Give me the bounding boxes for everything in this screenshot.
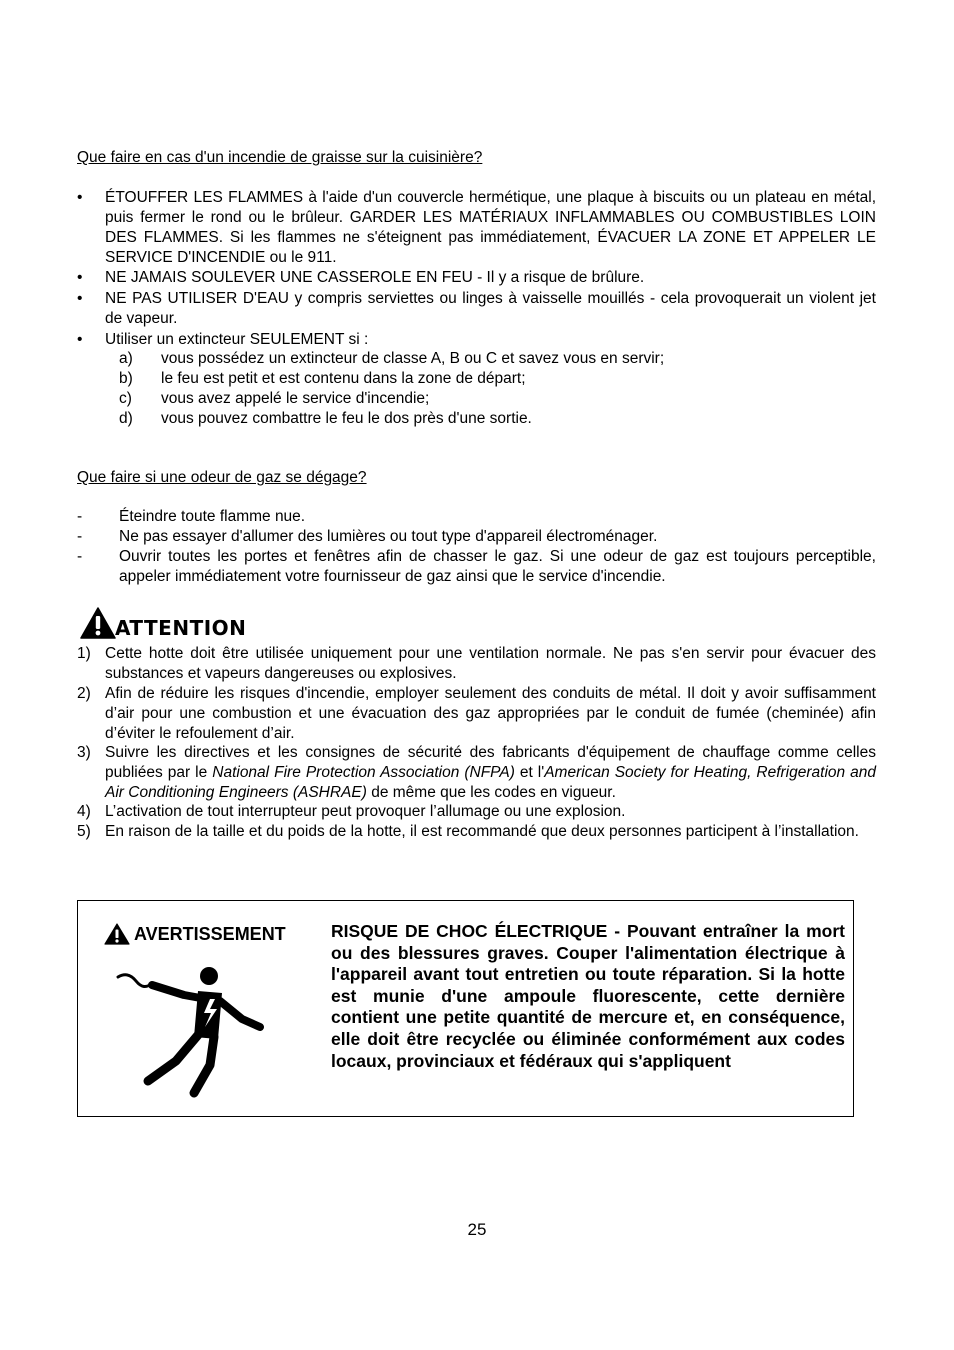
- bullet-marker: •: [77, 189, 83, 206]
- sub-item-letter: a): [119, 350, 133, 367]
- sub-item-letter: b): [119, 370, 133, 387]
- warning-label-row: [104, 923, 286, 945]
- gas-item-1: Éteindre toute flamme nue.: [119, 508, 306, 525]
- attention-num: 2): [77, 685, 91, 702]
- attention-item-3-part-a: Suivre les directives et les consignes de sécurité des fabricants d'équipement de chauffage comme celles publiées par le: [105, 744, 876, 781]
- gas-item-3: Ouvrir toutes les portes et fenêtres afin de chasser le gaz. Si une odeur de gaz est toujours perceptible, appeler immédiatement votre fournisseur de gaz ainsi que le service d'incendie.: [119, 548, 876, 585]
- sub-item-text: vous avez appelé le service d'incendie;: [161, 390, 430, 407]
- dash-marker: -: [77, 548, 83, 565]
- attention-item-3: [105, 743, 876, 803]
- gas-item-2: Ne pas essayer d'allumer des lumières ou tout type d'appareil électroménager.: [119, 528, 658, 545]
- attention-item-4: L’activation de tout interrupteur peut provoquer l’allumage ou une explosion.: [105, 803, 626, 820]
- warning-text: RISQUE DE CHOC ÉLECTRIQUE - Pouvant entraîner la mort ou des blessures graves. Couper l'alimentation électrique à l'appareil avant tout entretien ou toute réparation. Si la hotte est munie d'une ampoule fluorescente, cette dernière contient une petite quantité de mercure et, en conséquence, elle doit être recyclée ou éliminée conformément aux codes locaux, provinciaux et fédéraux qui s'appliquent: [331, 921, 845, 1071]
- warning-triangle-icon: [104, 923, 130, 945]
- attention-item-3-part-c: et l': [514, 764, 545, 781]
- page-number: 25: [467, 1220, 487, 1239]
- bullet-marker: •: [77, 269, 83, 286]
- warning-label: AVERTISSEMENT: [134, 924, 286, 944]
- sub-item-letter: d): [119, 410, 133, 427]
- attention-title: ATTENTION: [115, 616, 247, 640]
- gas-heading: Que faire si une odeur de gaz se dégage?: [77, 469, 367, 486]
- attention-item-5: En raison de la taille et du poids de la hotte, il est recommandé que deux personnes participent à l’installation.: [105, 823, 859, 840]
- fire-bullet-1: ÉTOUFFER LES FLAMMES à l'aide d'un couvercle hermétique, une plaque à biscuits ou un plateau en métal, puis fermer le rond ou le brûleur. GARDER LES MATÉRIAUX INFLAMMABLES OU COMBUSTIBLES LOIN DES FLAMMES. Si les flammes ne s'éteignent pas immédiatement, ÉVACUER LA ZONE ET APPELER LE SERVICE D'INCENDIE ou le 911.: [105, 189, 876, 266]
- attention-item-3-ashrae: American Society for Heating, Refrigeration and Air Conditioning Engineers (ASHRAE): [105, 764, 876, 801]
- sub-item-text: vous pouvez combattre le feu le dos près d'une sortie.: [161, 410, 532, 427]
- electric-shock-icon: [114, 961, 284, 1101]
- attention-item-3-part-e: de même que les codes en vigueur.: [366, 784, 616, 801]
- attention-num: 3): [77, 744, 91, 761]
- attention-header: [80, 605, 246, 639]
- warning-box: [77, 900, 854, 1117]
- fire-bullet-3: NE PAS UTILISER D'EAU y compris serviettes ou linges à vaisselle mouillés - cela provoquerait un violent jet de vapeur.: [105, 290, 876, 327]
- fire-bullet-4: Utiliser un extincteur SEULEMENT si :: [105, 331, 369, 348]
- bullet-marker: •: [77, 331, 83, 348]
- attention-num: 1): [77, 645, 91, 662]
- attention-item-3-nfpa: National Fire Protection Association (NFPA): [212, 764, 515, 781]
- bullet-marker: •: [77, 290, 83, 307]
- attention-item-1: Cette hotte doit être utilisée uniquement pour une ventilation normale. Ne pas s'en servir pour évacuer des substances et vapeurs dangereuses ou explosives.: [105, 645, 876, 682]
- fire-heading: Que faire en cas d'un incendie de graisse sur la cuisinière?: [77, 149, 483, 166]
- sub-item-text: vous possédez un extincteur de classe A, B ou C et savez vous en servir;: [161, 350, 665, 367]
- attention-num: 5): [77, 823, 91, 840]
- attention-num: 4): [77, 803, 91, 820]
- dash-marker: -: [77, 508, 83, 525]
- attention-item-2: Afin de réduire les risques d'incendie, employer seulement des conduits de métal. Il doit y avoir suffisamment d’air pour une combustion et une évacuation des gaz appropriées par le conduit de fumée (cheminée) afin d’éviter le refoulement d’air.: [105, 685, 876, 742]
- warning-triangle-icon: [80, 607, 116, 639]
- sub-item-letter: c): [119, 390, 132, 407]
- dash-marker: -: [77, 528, 83, 545]
- fire-bullet-2: NE JAMAIS SOULEVER UNE CASSEROLE EN FEU - Il y a risque de brûlure.: [105, 269, 645, 286]
- sub-item-text: le feu est petit et est contenu dans la zone de départ;: [161, 370, 526, 387]
